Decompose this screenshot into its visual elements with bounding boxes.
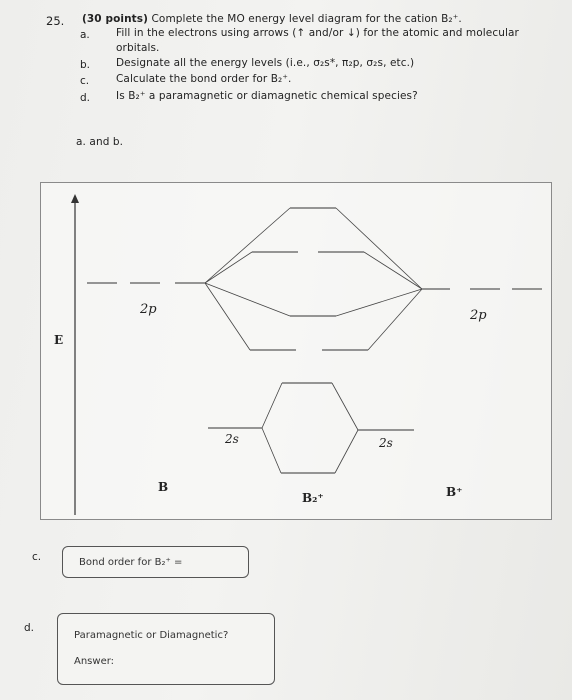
magnetism-answer-box[interactable] [57,613,275,685]
part-c-letter: c. [32,551,42,563]
bond-order-prompt: Bond order for B₂⁺ = [79,557,183,568]
item-b-letter: b. [80,59,91,71]
right-2s-label: 2s [379,436,393,450]
question-number: 25. [46,14,65,28]
question-points: (30 points) [82,13,149,25]
item-d-letter: d. [80,92,91,104]
energy-axis-arrowhead [71,194,79,203]
left-2s-label: 2s [225,432,239,446]
item-a-text: Fill in the electrons using arrows (↑ and/or ↓) for the atomic and molecular [116,27,519,39]
item-c-letter: c. [80,75,90,87]
2p-correlation-lines [205,208,422,350]
magnetism-prompt: Paramagnetic or Diamagnetic? [74,630,229,641]
left-2p-label: 2p [140,302,157,317]
item-a-letter: a. [80,29,90,41]
item-c-text: Calculate the bond order for B₂⁺. [116,73,292,85]
item-d-text: Is B₂⁺ a paramagnetic or diamagnetic chemical species? [116,90,418,102]
2s-correlation-lines [262,383,358,473]
magnetism-answer-label: Answer: [74,656,115,667]
question-prompt-text: Complete the MO energy level diagram for the cation B₂⁺. [151,13,462,25]
left-atom-label: B [158,480,169,494]
bond-order-answer-box[interactable] [62,546,249,578]
item-b-text: Designate all the energy levels (i.e., σ₂s*, π₂p, σ₂s, etc.) [116,57,415,69]
right-atom-label: B⁺ [446,485,463,499]
molecule-label: B₂⁺ [302,491,324,505]
part-d-letter: d. [24,622,35,634]
energy-axis-label: E [54,333,64,347]
item-a-text-cont: orbitals. [116,42,160,54]
right-2p-label: 2p [470,308,487,323]
part-ab-label: a. and b. [76,136,124,148]
